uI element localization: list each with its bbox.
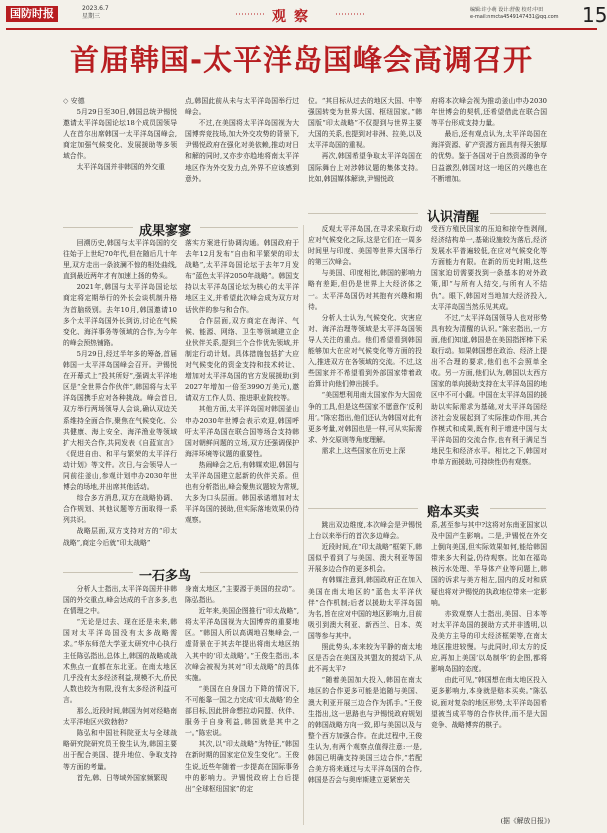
section-rule-right: [200, 572, 298, 573]
section-rule-left: [63, 227, 133, 228]
issue-date: [82, 5, 109, 21]
paragraph: 5月29日至30日,韩国总统尹锡悦邀请太平洋岛国论坛18个成员国领导人在首尔出席韩国一太平洋岛国峰会,商定加强气候变化、发展援助等多领域合作。: [63, 108, 177, 161]
editor-credits: [470, 7, 580, 21]
chengguo-column-1: [63, 238, 177, 558]
paragraph: 其他方面,太平洋岛国对韩国釜山申办2030年世博会表示欢迎,韩国呼吁太平洋岛国在联合国等场合支持韩国对朝鲜问题的立场,双方还强调保护海洋环境等议题的重要性。: [185, 405, 299, 458]
renshi-column-2: [431, 224, 547, 496]
section-title: 观察: [272, 9, 316, 25]
paragraph: 亦致观察人士指出,美国、日本等对太平洋岛国的援助方式并非透明,以及美方主导的印太经济框架等,在南太地区推进较慢。与此同时,印太方的反应,再加上美国‘以岛制华’的企图,都将影响岛国的态度。: [431, 609, 547, 674]
paragraph: 不过,在美国将太平洋岛国视为大国博弈竞技场,加大外交攻势的背景下,尹锡悦政府在强化对美依赖,推动对日和解的同时,又亦步亦趋地将南太平洋地区作为外交发力点,外界不应该感到意外。: [185, 119, 299, 183]
paragraph: 近年来,美国企图推行“印太战略”,将太平洋岛国视为大国博弈的重要地区。“韩国人所以高调地召集峰会,一虚背景在于其去年提出将南太地区纳入其中的‘印太战略’。”王俊生指出,本次峰会被视为其对“印太战略”的具体实施。: [185, 607, 299, 682]
headline: 首届韩国-太平洋岛国峰会高调召开: [69, 43, 534, 77]
paragraph: “美国想利用南太国家作为大国竞争的工具,但是这些国家不愿意作‘反利用’。”陈宏指出,他们还认为韩国对此有更多考量,对韩国也是一样,可从实际需求、外交原则等角度理解。: [308, 391, 422, 444]
section-rule-right: [200, 227, 298, 228]
author-name: 安德: [70, 97, 85, 105]
paragraph: 不过,“太平洋岛国领导人也对形势具有较为清醒的认识。”陈宏指出,一方面,他们知道,韩国是在美国指挥棒下采取行动。如果韩国想在政治、经济上提出不合理的要求,他们也不会照单全收。另一方面,他们认为,韩国以太西方国家的单向援助支持在太平洋岛国的地区中不可小觑。中国在太平洋岛国的援助以实际需求为基础,对太平洋岛国经济社会发展起到了实际推动作用,其合作模式和成果,既有利于增进中国与太平洋岛国的交流合作,也有利于满足当地民生和经济水平。相比之下,韩国对申单方面援助,可持续性仍有观察。: [431, 313, 547, 466]
paragraph: 热闹峰会之后,有韩媒欢迎,韩国与太平洋岛国建立起新的伙伴关系。但也有分析指出,峰会聚焦议题较为常规,大多为口头层面。韩国承诺增加对太平洋岛国的援助,但实际落地效果仍待观察。: [185, 460, 299, 525]
section-rule-left: [63, 572, 133, 573]
paragraph: 有韩媒注意到,韩国政府正在加入美国在南太地区的“蓝色太平洋伙伴”合作机制;后者以援助太平洋岛国为名,旨在应对中国的地区影响力,目前吸引到澳大利亚、新西兰、日本、英国等参与其中。: [308, 576, 422, 640]
intro-column-4: [431, 96, 547, 217]
editor-line: 编辑:许小萌 设计:舒俊 校对:中田: [470, 7, 544, 13]
section-rule-right: [490, 508, 546, 509]
newspaper-logo: 国防时报: [6, 6, 58, 22]
subheading-renshi: 认识清醒: [426, 210, 479, 225]
paragraph: 回溯历史,韩国与太平洋岛国的交往始于上世纪70年代,但在随后几十年里,双方走出一条波澜不惊的相处曲线,直到最近两年才有加速上扬的势头。: [63, 239, 177, 281]
paragraph: 综合多方消息,双方在战略协调、合作规划、其他议题等方面取得一系列共识。: [63, 494, 177, 525]
weekday: 星期三: [82, 13, 101, 20]
paragraph: “美国在自身国力下降的情况下,不可能靠一国之力完成‘印太战略’的全部目标,因此拼命想拉动同盟、伙伴、服务于自身利益,韩国就是其中之一。”陈宏说。: [185, 684, 299, 738]
source-credit: (据《解放日报》): [500, 817, 550, 825]
paragraph: 受西方殖民国家的压迫和掠夺性剥削,经济结构单一,基础设施较为落后,经济发展水平普遍较低,在应对气候变化等方面能力有限。在新的历史时期,这些国家迫切需要找到一条基本的对外政策,即“与所有人结交,与所有人不结仇”。眼下,韩国对当地加大经济投入,太平洋岛国当然乐见其成。: [431, 225, 547, 311]
paragraph: 分析人士指出,太平洋岛国并非韩国的外交重点,峰会达成的千言多多,也在情理之中。: [63, 585, 177, 616]
section-rule-left: [308, 213, 418, 214]
paragraph: 首先,韩、日等域外国家频繁现: [76, 773, 168, 782]
paragraph: “无论是过去、现在还是未来,韩国对太平洋岛国没有太多战略需求。”华东师范大学亚太研究中心执行主任陈弘指出,总体上,韩国的战略或战术焦点一直都在东北亚。在南太地区几乎没有太多经济利益,规模不大,侨民人数也较为有限,没有太多经济利益可言。: [63, 618, 177, 704]
paragraph: 落实方案进行协调沟通。韩国政府于去年12月发布“自由和平繁荣的印太战略”,太平洋岛国论坛于去年7月发布“蓝色太平洋2050年战略”。韩国支持以太平洋岛国论坛为核心的太平洋地区主义,并希望此次峰会成为双方对话伙伴的参与和合作。: [185, 239, 299, 314]
paragraph: 位。“其目标从过去的地区大国、中等强国转变为世界大国、枢纽国家。”韩国版“印太战略”不仅提到与世界主要大国的关系,也提到对非洲、拉美,以及太平洋岛国的重视。: [308, 97, 422, 150]
peiben-column-2: [431, 520, 547, 815]
paragraph: 系,甚至参与其中?这将对东南亚国家以及中国产生影响。二是,尹锡悦在外交上倒向美国,但实际效果如何,能给韩国带来多大利益,仍待观察。比如在福岛核污水处理、半导体产业等问题上,韩国的诉求与美方相左,国内的反对和质疑也将对尹锡悦的执政地位带来一定影响。: [431, 521, 547, 607]
paragraph: 陈弘和中国社科院亚太与全球战略研究院研究员王俊生认为,韩国主要出于配合美国、提升地位、争取支持等方面的考量。: [63, 729, 177, 771]
paragraph: 5月29日,经过半年多的筹备,首届韩国一太平洋岛国峰会召开。尹锡悦在开幕式上“投其所好”,强调太平洋地区是“全世界合作伙伴”,韩国将与太平洋岛国携手应对各种挑战。峰会首日,双方举行两场领导人会谈,确认双边关系维持全面合作,聚焦在气候变化、公共健康、海上安全、海洋渔业等领域扩大相关合作,共同发表《自蓝宣言》《促进自由、和平与繁荣的太平洋行动计划》等文件。次日,与会领导人一同前往釜山,参观计划申办2030年世博会的场地,并出席其他活动。: [63, 349, 177, 492]
paragraph: 2021年,韩国与太平洋岛国论坛商定将定期举行的外长会谈机制升格为首脑级别。去年10月,韩国邀请10多个太平洋岛国外长到访,讨论在气候变化、海洋事务等领域的合作,为今年的峰会预热铺路。: [63, 283, 177, 347]
paragraph: 那么,近段时间,韩国为何对经略南太平洋地区兴致勃勃?: [63, 707, 177, 727]
paragraph: 其次,以“印太战略”为特征,“韩国在新时期的国家定位发生变化”。王俊生说,近些年随着一步提高在国际事务中的影响力。尹锡悦政府上台后提出“全球枢纽国家”的定: [185, 740, 299, 793]
paragraph: 府将本次峰会视为推动釜山申办2030年世博会的契机,还希望借此在联合国等平台形成支持力量。: [431, 97, 547, 128]
subheading-peiben: 赔本买卖: [426, 505, 479, 520]
paragraph: 与美国、印度相比,韩国的影响力略有差距,但仍是世界上大经济体之一。太平洋岛国仍对其抱有兴趣和期待。: [308, 269, 422, 311]
chengguo-column-2: [185, 238, 299, 558]
paragraph: 照此势头,本来较为平静的南太地区是否会在美国及其盟友的搅动下,从此不再太平?: [308, 643, 422, 674]
byline: [63, 96, 85, 106]
yishi-column-2: [185, 584, 299, 829]
subheading-yishi: 一石多鸟: [138, 569, 191, 584]
byline-diamond-icon: ◇: [63, 97, 69, 105]
paragraph: 由此可见,“韩国想在南太地区投入更多影响力,本身就是赔本买卖。”陈弘说,面对复杂的地区形势,太平洋岛国希望被当成平等的合作伙伴,而不是大国竞争、战略博弈的棋子。: [431, 676, 547, 729]
email-line: e-mail:nmcta4549147431@qq.com: [470, 14, 559, 20]
peiben-column-1: [308, 520, 422, 828]
paragraph: 再次,韩国希望争取太平洋岛国在国际舞台上对涉韩议题的集体支持。比如,韩国媒体解读,尹锡悦政: [308, 152, 422, 183]
section-rule-left: [308, 508, 418, 509]
paragraph: 反观太平洋岛国,在寻求采取行动应对气候变化之际,这是它们在一周多时间里与印度、美国等世界大国举行的第三次峰会。: [308, 225, 422, 267]
yishi-column-1: [63, 584, 177, 829]
column-divider: [303, 225, 304, 825]
paragraph: 跳出双边维度,本次峰会是尹锡悦上台以来举行的首次多边峰会。: [308, 521, 422, 541]
paragraph: 分析人士认为,气候变化、灾害应对、海洋治理等领域是太平洋岛国领导人关注的重点。他们希望看到韩国能够加大在应对气候变化等方面的投入,推进双方在各领域的交流。不过,这些国家并不希望看到外部国家带着政治算计向他们伸出援手。: [308, 313, 422, 389]
paragraph: 合作层面,双方商定在海洋、气候、能源、网络、卫生等领域建立企业伙伴关系,提到三个合作优先领域,并制定行动计划。具体措施包括扩大应对气候变化的资金支持和技术转让、增加对太平洋岛国的官方发展援助(到2027年增加一倍至3990万美元),邀请双方工作人员、推进职业院校等。: [185, 316, 299, 403]
paragraph: 点,韩国此前从未与太平洋岛国举行过峰会。: [185, 97, 299, 117]
paragraph: 需求上,这些国家在历史上深: [321, 446, 406, 455]
intro-column-3: [308, 96, 422, 217]
paragraph: 近段时间,在“印太战略”框架下,韩国似乎看到了与美国、澳大利亚等国开展多边合作的更多机会。: [308, 543, 422, 574]
intro-column-1: [63, 107, 177, 217]
subheading-chengguo: 成果寥寥: [138, 224, 191, 239]
masthead-rule: [6, 28, 597, 30]
paragraph: “随着美国加大投入,韩国在南太地区的合作更多可能是追随与美国、澳大利亚开展三边合作为抓手。”王俊生指出,这一思路也与尹锡悦政府规划的韩国战略方向一致,即与美国以及与整个西方加强合作。在此过程中,王俊生认为,有两个观察点值得注意:一是,韩国已明确支持美国三边合作,“若配合美方将来通过与太平洋岛国的合作,韩国是否会与奥库斯建立更紧密关: [308, 676, 422, 785]
page-number: 15: [582, 3, 607, 27]
renshi-column-1: [308, 224, 422, 496]
section-rule-right: [490, 213, 546, 214]
paragraph: 身南太地区,“主要源于美国的拉动”。陈弘指出。: [185, 585, 299, 605]
paragraph: 最后,还有观点认为,太平洋岛国在海洋资源、矿产资源方面具有得天独厚的优势。鉴于各国对于自然资源的争夺日益激烈,韩国对这一地区的兴趣也在不断增加。: [431, 130, 547, 183]
paragraph: 太平洋岛国并非韩国的外交重: [76, 163, 165, 172]
date-line: 2023.6.7: [82, 5, 109, 12]
paragraph: 战略层面,双方支持对方的“印太战略”,商定今后就“印太战略”: [63, 527, 177, 547]
intro-column-2: [185, 96, 299, 217]
